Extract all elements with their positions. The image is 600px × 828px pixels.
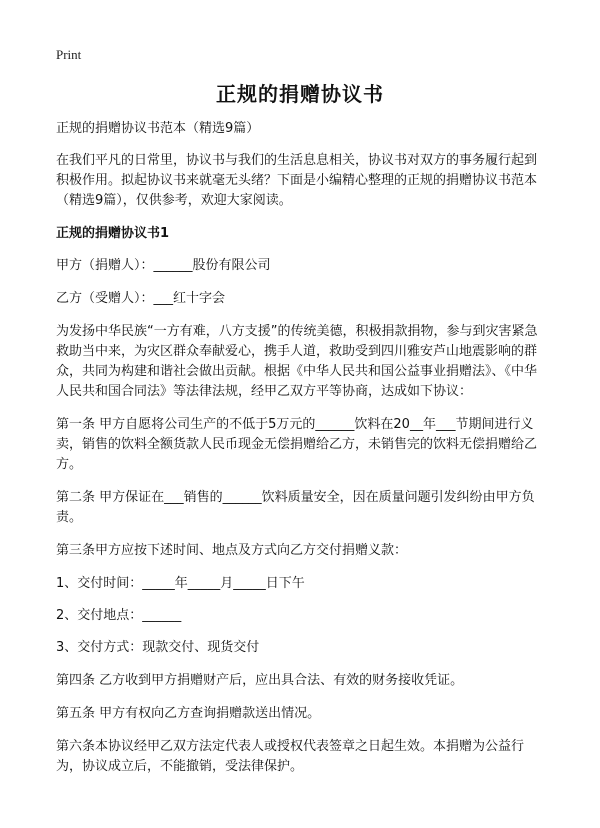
- document-subtitle: 正规的捐赠协议书范本（精选9篇）: [56, 121, 260, 136]
- delivery-time-line: 1、交付时间：_____年_____月_____日下午: [56, 576, 305, 591]
- article-4: 第四条 乙方收到甲方捐赠财产后，应出具合法、有效的财务接收凭证。: [56, 673, 464, 688]
- preamble-paragraph: 为发扬中华民族“一方有难，八方支援”的传统美德，积极捐款捐物，参与到灾害紧急救助当中来，为灾区群众奉献爱心，携手人道，救助受到四川雅安芦山地震影响的群众，共同为构建和谐社会做出贡献。根据《中华人民共和国公益事业捐赠法》、《中华人民共和国合同法》等法律法规，经甲乙双方平等协商，达成如下协议：: [56, 324, 538, 399]
- page-title: 正规的捐赠协议书: [216, 82, 384, 106]
- document-body: [56, 119, 548, 790]
- intro-paragraph: 在我们平凡的日常里，协议书与我们的生活息息相关，协议书对双方的事务履行起到积极作用。拟起协议书来就毫无头绪？下面是小编精心整理的正规的捐赠协议书范本（精选9篇），仅供参考，欢迎大家阅读。: [56, 153, 538, 208]
- party-a-line: 甲方（捐赠人）：______股份有限公司: [56, 258, 271, 273]
- delivery-place-line: 2、交付地点：______: [56, 608, 182, 623]
- delivery-method-line: 3、交付方式：现款交付、现货交付: [56, 640, 260, 655]
- article-2: 第二条 甲方保证在___销售的______饮料质量安全，因在质量问题引发纠纷由甲方负责。: [56, 490, 535, 525]
- party-b-line: 乙方（受赠人）：___红十字会: [56, 291, 226, 306]
- article-5: 第五条 甲方有权向乙方查询捐赠款送出情况。: [56, 706, 321, 721]
- article-3: 第三条甲方应按下述时间、地点及方式向乙方交付捐赠义款：: [56, 543, 408, 558]
- section-heading: 正规的捐赠协议书1: [56, 226, 170, 241]
- print-link[interactable]: Print: [56, 47, 82, 62]
- article-6: 第六条本协议经甲乙双方法定代表人或授权代表签章之日起生效。本捐赠为公益行为，协议成立后，不能撤销，受法律保护。: [56, 739, 525, 774]
- article-1: 第一条 甲方自愿将公司生产的不低于5万元的______饮料在20__年___节期间进行义卖，销售的饮料全额货款人民币现金无偿捐赠给乙方，未销售完的饮料无偿捐赠给乙方。: [56, 417, 538, 472]
